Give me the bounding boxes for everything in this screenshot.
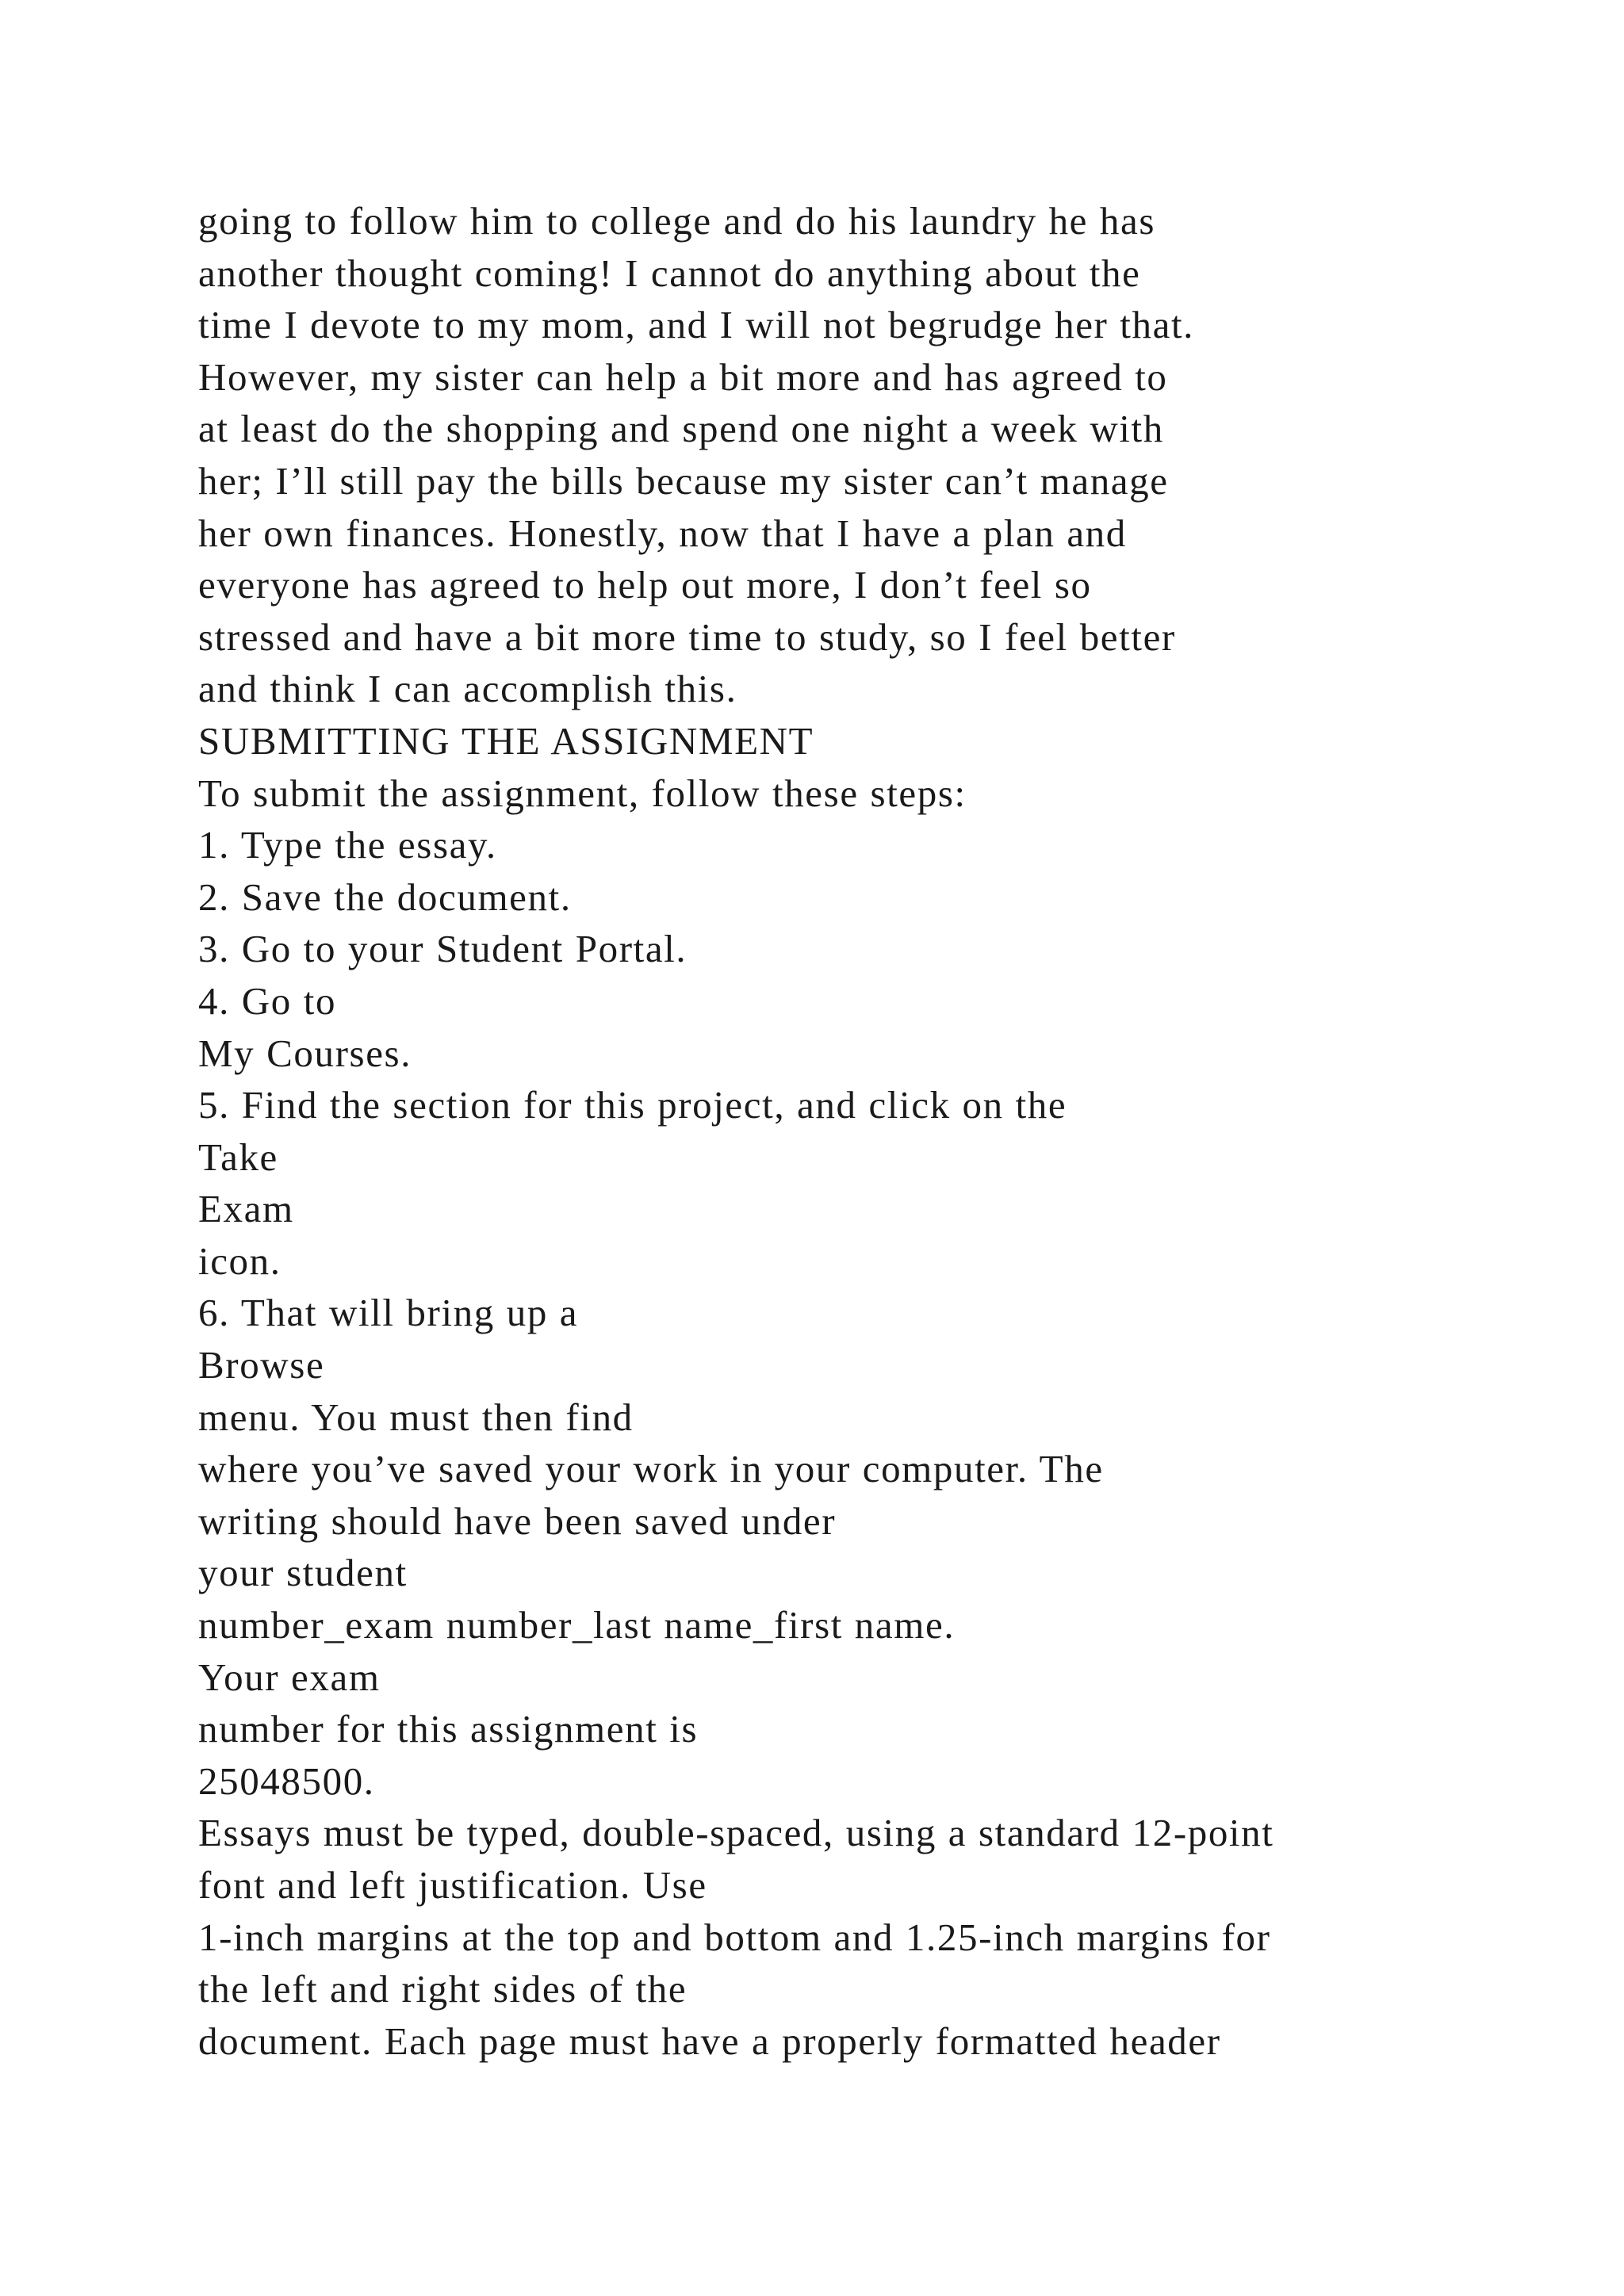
text-line: your student <box>198 1551 408 1595</box>
text-line: Essays must be typed, double-spaced, using a standard 12-point <box>198 1811 1274 1855</box>
text-line: another thought coming! I cannot do anything about the <box>198 251 1141 295</box>
step-item: 5. Find the section for this project, and click on the <box>198 1083 1067 1127</box>
text-line: 1-inch margins at the top and bottom and 1.25-inch margins for <box>198 1915 1271 1959</box>
text-line: and think I can accomplish this. <box>198 667 737 711</box>
text-line: her own finances. Honestly, now that I have a plan and <box>198 511 1127 555</box>
step-item: 3. Go to your Student Portal. <box>198 927 688 971</box>
text-line: the left and right sides of the <box>198 1967 688 2011</box>
text-line: number for this assignment is <box>198 1707 699 1751</box>
text-line: menu. You must then find <box>198 1395 634 1439</box>
document-body <box>198 195 1499 2067</box>
text-line: font and left justification. Use <box>198 1863 707 1907</box>
text-line: icon. <box>198 1238 282 1283</box>
section-heading: SUBMITTING THE ASSIGNMENT <box>198 718 814 763</box>
text-line: document. Each page must have a properly formatted header <box>198 2019 1221 2063</box>
exam-number: 25048500. <box>198 1758 375 1803</box>
text-line: My Courses. <box>198 1031 412 1075</box>
step-item: 4. Go to <box>198 978 337 1023</box>
text-line: stressed and have a bit more time to study, so I feel better <box>198 614 1176 659</box>
text-line: Your exam <box>198 1655 381 1699</box>
text-line: Browse <box>198 1343 325 1387</box>
text-line: Take <box>198 1135 278 1179</box>
step-item: 6. That will bring up a <box>198 1291 579 1335</box>
step-item: 1. Type the essay. <box>198 823 497 867</box>
text-line: To submit the assignment, follow these steps: <box>198 771 967 815</box>
text-line: However, my sister can help a bit more and has agreed to <box>198 354 1168 399</box>
text-line: writing should have been saved under <box>198 1498 837 1543</box>
text-line: number_exam number_last name_first name. <box>198 1603 956 1647</box>
text-line: everyone has agreed to help out more, I don’t feel so <box>198 563 1092 607</box>
text-line: her; I’ll still pay the bills because my sister can’t manage <box>198 458 1169 503</box>
text-line: where you’ve saved your work in your computer. The <box>198 1447 1104 1491</box>
text-line: time I devote to my mom, and I will not begrudge her that. <box>198 303 1195 347</box>
text-line: going to follow him to college and do his laundry he has <box>198 199 1155 243</box>
step-item: 2. Save the document. <box>198 874 572 919</box>
text-line: Exam <box>198 1187 294 1231</box>
text-line: at least do the shopping and spend one night a week with <box>198 407 1164 451</box>
